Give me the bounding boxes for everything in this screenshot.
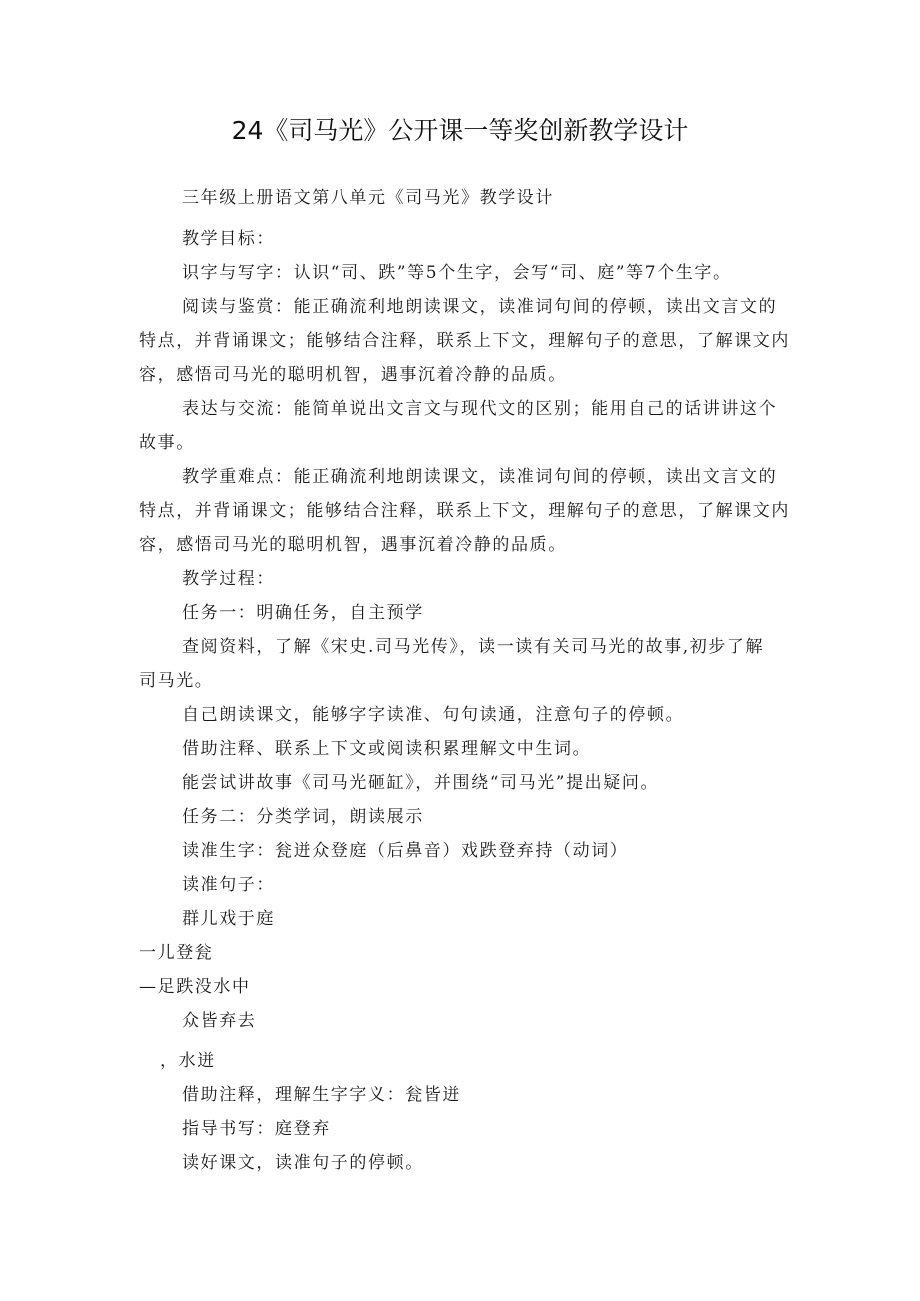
paragraph-line: 表达与交流：能简单说出文言文与现代文的区别；能用自己的话讲讲这个 <box>182 399 778 419</box>
subtitle-line: 三年级上册语文第八单元《司马光》教学设计 <box>182 188 554 208</box>
text-excerpt-line: 众皆弃去 <box>182 1011 257 1031</box>
document-title: 24《司马光》公开课一等奖创新教学设计 <box>231 116 689 145</box>
paragraph-line: 指导书写：庭登弃 <box>182 1119 331 1139</box>
paragraph-line: 司马光。 <box>139 671 214 691</box>
paragraph-line: 识字与写字：认识“司、跌”等5个生字，会写“司、庭”等7个生字。 <box>182 263 732 283</box>
text-excerpt-line: 一儿登瓮 <box>139 943 214 963</box>
task-heading: 任务二：分类学词，朗读展示 <box>182 807 424 827</box>
section-heading-objectives: 教学目标： <box>182 229 275 249</box>
paragraph-line: 阅读与鉴赏：能正确流利地朗读课文，读准词句间的停顿，读出文言文的 <box>182 297 778 317</box>
text-excerpt-line: ，水迸 <box>160 1051 216 1071</box>
paragraph-line: 读好课文，读准句子的停顿。 <box>182 1153 424 1173</box>
paragraph-line: 容，感悟司马光的聪明机智，遇事沉着冷静的品质。 <box>139 365 567 385</box>
paragraph-line: 教学重难点：能正确流利地朗读课文，读准词句间的停顿，读出文言文的 <box>182 467 778 487</box>
paragraph-line: 读准生字：瓮迸众登庭（后鼻音）戏跌登弃持（动词） <box>182 841 629 861</box>
paragraph-line: 查阅资料，了解《宋史.司马光传》，读一读有关司马光的故事,初步了解 <box>182 637 765 657</box>
paragraph-line: 故事。 <box>139 433 195 453</box>
paragraph-line: 借助注释，理解生字字义：瓮皆迸 <box>182 1085 461 1105</box>
paragraph-line: 读准句子： <box>182 875 275 895</box>
paragraph-line: 能尝试讲故事《司马光砸缸》，并围绕“司马光”提出疑问。 <box>182 773 660 793</box>
paragraph-line: 借助注释、联系上下文或阅读积累理解文中生词。 <box>182 739 592 759</box>
task-heading: 任务一：明确任务，自主预学 <box>182 603 424 623</box>
paragraph-line: 特点，并背诵课文；能够结合注释，联系上下文，理解句子的意思，了解课文内 <box>139 331 790 351</box>
text-excerpt-line: —足跌没水中 <box>139 977 251 997</box>
text-excerpt-line: 群儿戏于庭 <box>182 909 275 929</box>
paragraph-line: 特点，并背诵课文；能够结合注释，联系上下文，理解句子的意思，了解课文内 <box>139 501 790 521</box>
section-heading-process: 教学过程： <box>182 569 275 589</box>
paragraph-line: 自己朗读课文，能够字字读准、句句读通，注意句子的停顿。 <box>182 705 685 725</box>
paragraph-line: 容，感悟司马光的聪明机智，遇事沉着冷静的品质。 <box>139 535 567 555</box>
